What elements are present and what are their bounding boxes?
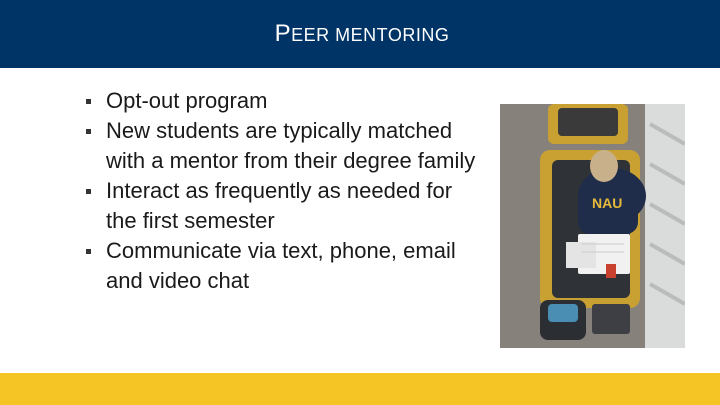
student-photo-illustration [500,104,685,348]
student-photo [500,104,685,348]
footer-bar [0,373,720,405]
bullet-item: New students are typically matched with a mentor from their degree family [86,116,486,176]
slide-title [275,20,450,48]
bullet-list [86,86,486,296]
header-bar [0,0,720,68]
title-initial: P [274,20,292,47]
bullet-item: Opt-out program [86,86,486,116]
bullet-item: Communicate via text, phone, email and video chat [86,236,486,296]
bullet-item: Interact as frequently as needed for the first semester [86,176,486,236]
title-rest: EER MENTORING [291,25,450,45]
sweatshirt-text: NAU [592,195,623,211]
